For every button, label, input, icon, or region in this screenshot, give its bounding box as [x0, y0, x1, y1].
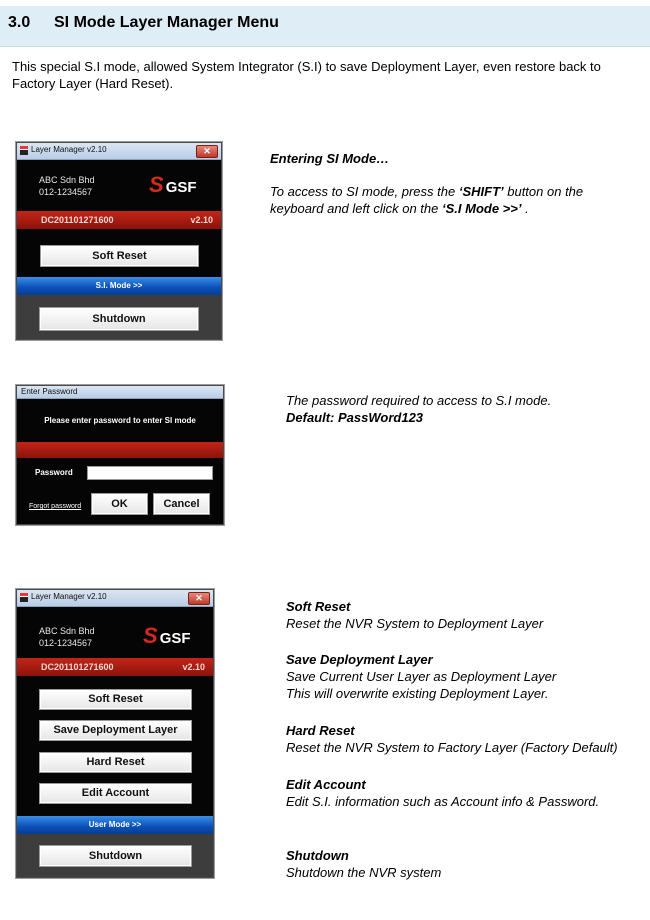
save-deployment-desc-1: Save Current User Layer as Deployment Layer [286, 669, 557, 684]
close-button[interactable]: ✕ [188, 592, 210, 605]
window-titlebar [17, 143, 221, 160]
password-label: Password [35, 468, 73, 477]
edit-account-title: Edit Account [286, 777, 366, 792]
note-password [286, 392, 646, 426]
note-edit-account [286, 776, 646, 810]
window-title: Enter Password [21, 387, 78, 396]
company-phone: 012-1234567 [39, 638, 93, 648]
hard-reset-title: Hard Reset [286, 723, 355, 738]
save-deployment-desc-2: This will overwrite existing Deployment Layer. [286, 686, 549, 701]
company-name: ABC Sdn Bhd [39, 175, 95, 185]
shutdown-title: Shutdown [286, 848, 349, 863]
user-mode-button[interactable]: User Mode >> [17, 816, 213, 834]
window-title: Layer Manager v2.10 [31, 145, 107, 154]
close-button[interactable]: ✕ [196, 145, 218, 158]
password-prompt: Please enter password to enter SI mode [44, 416, 196, 425]
forgot-password-link[interactable]: Forgot password [29, 503, 82, 510]
intro-paragraph: This special S.I mode, allowed System Integrator (S.I) to save Deployment Layer, even restore back to Factory Layer (Hard Reset). [12, 59, 601, 91]
banner-area [17, 160, 221, 211]
gsf-logo: S GSF [143, 623, 191, 648]
app-icon [20, 146, 28, 155]
note-entering-si-mode: Entering SI Mode… To access to SI mode, press the ‘SHIFT’ button on the keyboard and left click on the ‘S.I Mode >>’ . [270, 150, 640, 217]
swoosh-icon: S [149, 172, 164, 197]
default-password: Default: PassWord123 [286, 410, 424, 425]
note-shutdown [286, 847, 646, 881]
version-label: v2.10 [182, 662, 205, 672]
note-password-line: The password required to access to S.I mode. [286, 393, 552, 408]
company-phone: 012-1234567 [39, 187, 93, 197]
window-titlebar [17, 386, 223, 399]
layer-manager-si-window [16, 589, 214, 878]
version-label: v2.10 [190, 215, 213, 225]
serial-number: DC201101271600 [41, 215, 114, 225]
serial-bar [17, 658, 213, 676]
window-title: Layer Manager v2.10 [31, 592, 107, 601]
shutdown-button[interactable]: Shutdown [39, 307, 199, 331]
window-titlebar [17, 590, 213, 607]
save-deployment-layer-button[interactable]: Save Deployment Layer [39, 720, 192, 741]
section-title: SI Mode Layer Manager Menu [54, 14, 279, 31]
enter-password-window [16, 385, 224, 525]
note-heading: Entering SI Mode… [270, 151, 390, 166]
section-number: 3.0 [8, 14, 31, 31]
password-input[interactable] [87, 466, 213, 480]
si-mode-button[interactable]: S.I. Mode >> [17, 277, 221, 295]
cancel-button[interactable]: Cancel [153, 493, 210, 515]
serial-number: DC201101271600 [41, 662, 114, 672]
note-soft-reset [286, 598, 646, 632]
shutdown-desc: Shutdown the NVR system [286, 865, 442, 880]
ok-button[interactable]: OK [91, 493, 148, 515]
serial-bar [17, 211, 221, 229]
si-mode-text: ‘S.I Mode >>’ [442, 201, 522, 216]
soft-reset-button[interactable]: Soft Reset [39, 689, 192, 710]
soft-reset-desc: Reset the NVR System to Deployment Layer [286, 616, 544, 631]
password-red-stripe [17, 442, 223, 458]
soft-reset-button[interactable]: Soft Reset [40, 245, 199, 267]
app-icon [20, 593, 28, 602]
soft-reset-title: Soft Reset [286, 599, 351, 614]
note-hard-reset [286, 722, 646, 756]
swoosh-icon: S [143, 623, 158, 648]
note-save-deployment [286, 651, 646, 702]
shutdown-button[interactable]: Shutdown [39, 845, 192, 867]
hard-reset-button[interactable]: Hard Reset [39, 752, 192, 773]
layer-manager-window [16, 142, 222, 340]
shift-key-text: ‘SHIFT’ [458, 184, 504, 199]
banner-area [17, 607, 213, 658]
edit-account-button[interactable]: Edit Account [39, 783, 192, 804]
hard-reset-desc: Reset the NVR System to Factory Layer (Factory Default) [286, 740, 618, 755]
edit-account-desc: Edit S.I. information such as Account info & Password. [286, 794, 600, 809]
gsf-logo: S GSF [149, 172, 197, 197]
company-name: ABC Sdn Bhd [39, 626, 95, 636]
save-deployment-title: Save Deployment Layer [286, 652, 433, 667]
